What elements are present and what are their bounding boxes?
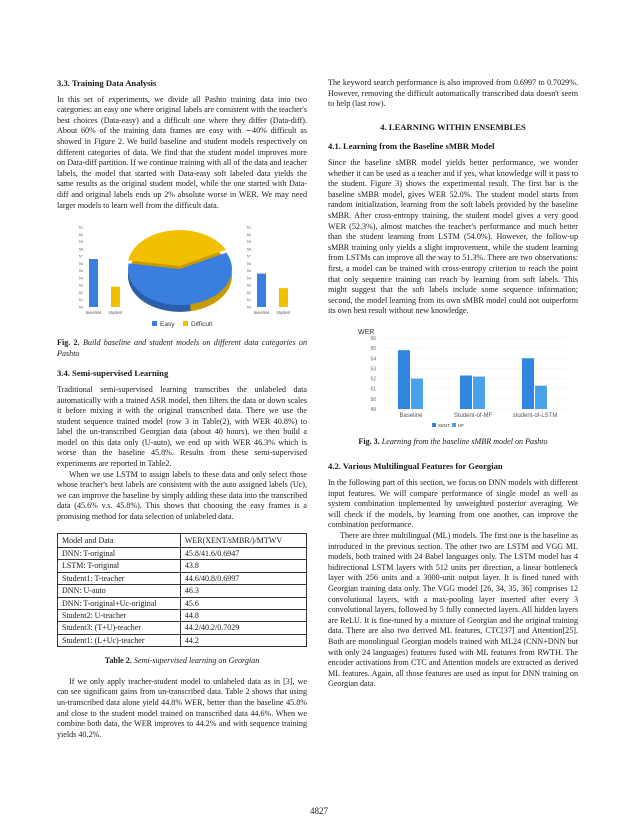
table-2	[57, 533, 307, 648]
fig3-xlabel: Student-of-MF	[453, 412, 493, 419]
section-3-4-paragraph-3: If we only apply teacher-student model to unlabeled data as in [3], we can see significant gains from un-transcribed data. Table 2 shows that using un-transcribed data alone yield 44.8% WER, better than the baseline 45.8% and close to the student model trained on transcribed data 44.6%. When we combine both data, the WER improves to 44.2% and with sequence training yields 40.2%.	[57, 676, 307, 739]
fig3-ytick: 51	[370, 386, 376, 393]
table-row	[58, 560, 307, 572]
table-2-header-wer: WER(XENT/sMBR/)/MTWV	[180, 533, 306, 547]
legend-difficult-swatch	[183, 321, 188, 326]
section-3-4-paragraph-1: Traditional semi-supervised learning transcribes the unlabeled data automatically with a trained ASR model, then filters the data or down scales it before mixing it with the original transcribed data. There we use the student sequence trained model (row 3 in Table(2), with WER 40.8%) to label the un-transcribed Georgian data (about 40 hours), we then build a model on this data only (U-auto), we end up with WER 46.3% which is worse than the baseline 45.8%. Results from these semi-supervised experiments are reported in Table2.	[57, 384, 307, 469]
fig3-bars	[398, 350, 557, 419]
table-row	[58, 597, 307, 609]
fig2-left-ytick: 59	[78, 240, 83, 245]
table-cell: 44.2/40.2/0.7029	[180, 622, 306, 634]
fig2-left-ytick: 61	[78, 225, 83, 230]
fig3-ytick: 54	[370, 356, 376, 363]
table-cell: Student1: (L+Uc)-teacher	[58, 634, 181, 646]
fig2-right-ytick: 54	[246, 276, 251, 281]
figure-3-label: Fig. 3.	[358, 436, 380, 446]
section-3-3-paragraph: In this set of experiments, we divide all Pashto training data into two categories: an easy one where original labels are consistent with the teacher's best choices (Data-easy) and a difficult one where they differ (Data-diff). About 60% of the training data frames are easy with ∼40% difficult as showed in Figure 2. We build baseline and student models respectively on different categories of data. We find that the student model improves more on Data-diff partition. If we continue training with all of the data and teacher labels, the model that started with Data-easy soft labeled data yields the same results as the original student model, while the one started with Data-diff and original labels ends up 2% absolute worse in WER. We may need larger models to learn well from the difficult data.	[57, 94, 307, 210]
table-2-label: Table 2.	[104, 656, 132, 666]
table-cell: DNN: U-auto	[58, 585, 181, 597]
legend-xent-swatch	[432, 423, 436, 427]
fig3-ytick: 50	[370, 396, 376, 403]
table-cell: Student1: T-teacher	[58, 572, 181, 584]
table-cell: Student3: (T+U)-teacher	[58, 622, 181, 634]
figure-2	[57, 219, 307, 334]
fig2-left-ytick: 60	[78, 232, 83, 237]
table-cell: 44.8	[180, 610, 306, 622]
fig2-left-ytick: 57	[78, 254, 83, 259]
fig3-bar-xent	[522, 358, 534, 409]
fig2-right-ytick: 53	[246, 283, 251, 288]
table-cell: 44.6/40.8/0.6997	[180, 572, 306, 584]
fig2-right-ytick: 51	[246, 298, 251, 303]
fig3-title: WER	[358, 328, 375, 336]
fig2-left-ytick: 56	[78, 261, 83, 266]
section-4-1-paragraph: Since the baseline sMBR model yields better performance, we wonder whether it can be used as a teacher and if yes, what knowledge will it pass to the student. Figure 3) shows the experimental result. The first bar is the baseline sMBR model, gives WER 52.0%. The student model starts from random initialization, learning from the soft labels provided by the baseline sMBR. After cross-entropy training, the student model gives a very good WER (52.3%), almost matches the teacher's performance and much better than the student learning from LSTM (54.0%). However, the follow-up sMBR training only yields a slight improvement, while the student learning from LSTMs can improve all the way to 51.3%. There are two observations: first, a model can be trained with cross-entropy criterion to reach the point that only sequence training can reach by learning from soft labels. This might suggest that the soft labels include some sequence information; second, the model learning from its own sMBR model could not outperform its own best result without new knowledge.	[328, 157, 578, 316]
legend-xent-label: XENT	[438, 422, 451, 428]
fig2-left-ytick: 55	[78, 269, 83, 274]
left-column	[57, 78, 307, 740]
table-2-header-model: Model and Data	[58, 533, 181, 547]
table-row	[58, 622, 307, 634]
fig2-right-ytick: 59	[246, 240, 251, 245]
legend-hf-swatch	[452, 423, 456, 427]
fig3-bar-xent	[460, 375, 472, 408]
fig2-pie	[128, 230, 232, 312]
fig3-bar-hf	[535, 386, 547, 409]
section-3-4-title: 3.4. Semi-supervised Learning	[57, 368, 169, 379]
figure-3-caption-text: Learning from the baseline sMBR model on Pashto	[381, 436, 548, 446]
table-cell: Student2: U-teacher	[58, 610, 181, 622]
fig2-right-ytick: 52	[246, 291, 251, 296]
fig2-left-bar-baseline	[89, 259, 98, 307]
fig2-left-xlabel: baseline	[85, 310, 102, 316]
table-cell: LSTM: T-original	[58, 560, 181, 572]
fig2-left-ytick: 53	[78, 283, 83, 288]
table-cell: DNN: T-original	[58, 548, 181, 560]
fig2-left-ytick: 51	[78, 298, 83, 303]
table-2-caption-text: Semi-supervised learning on Georgian	[133, 656, 260, 666]
section-4-title: 4. LEARNING WITHIN ENSEMBLES	[380, 121, 526, 132]
legend-hf-label: HF	[458, 422, 464, 428]
right-intro-paragraph: The keyword search performance is also improved from 0.6997 to 0.7029%. However, removing the difficult automatically transcribed data doesn't seem to help (last row).	[328, 78, 578, 109]
fig2-left-ytick: 58	[78, 247, 83, 252]
figure-3	[328, 325, 578, 433]
fig2-left-ytick: 52	[78, 291, 83, 296]
fig2-right-bar-baseline	[257, 274, 266, 307]
fig2-left-ytick: 50	[78, 305, 83, 310]
fig3-legend	[432, 423, 464, 428]
figure-3-caption	[328, 437, 578, 448]
fig2-left-ytick: 54	[78, 276, 83, 281]
figure-2-caption	[57, 338, 307, 359]
fig2-left-bar-student	[111, 287, 120, 307]
fig2-legend	[152, 321, 212, 328]
fig3-bar-hf	[411, 378, 423, 408]
fig3-xlabel: student-of-LSTM	[512, 412, 558, 419]
table-2-caption	[57, 656, 307, 667]
legend-easy-swatch	[152, 321, 157, 326]
table-cell: 46.3	[180, 585, 306, 597]
fig2-right-bars	[247, 226, 291, 316]
figure-2-label: Fig. 2.	[57, 338, 80, 348]
figure-3-chart	[328, 325, 578, 433]
table-row	[58, 610, 307, 622]
fig2-right-ytick: 60	[246, 232, 251, 237]
section-4-2-paragraph-2: There are three multilingual (ML) models. The first one is the baseline as introduced in the previous section. The other two are LSTM and VGG ML models, both trained with 24 Babel languages only. The LSTM model has 4 bidirectional LSTM layers with 512 units per direction, a linear bottleneck layer with 256 units and a 3000-unit output layer. It is fined tuned with Georgian training data only. The VGG model [26, 34, 35, 36] comprises 12 convolutional layers, with a max-pooling layer inserted after every 3 convolutional layers, followed by 5 fully connected layers. All hidden layers are ReLU. It is fine-tuned by a mixture of Georgian and the original training data. There are also two derived ML features, CTC[37] and Attention[25]. Both are monolingual Georgian models trained with ML24 (CNN+DNN but with only 24 languages) features fused with ML features from RWTH. The encoder activations from CTC and Attention models are extracted as derived ML features. Again, all those features are used as input for DNN training on Georgian data.	[328, 531, 578, 689]
table-2-header-row	[58, 533, 307, 547]
legend-difficult-label: Difficult	[191, 321, 213, 329]
section-4-1-title: 4.1. Learning from the Baseline sMBR Model	[328, 141, 495, 152]
fig3-ytick: 52	[370, 376, 376, 383]
section-3-4-paragraph-2: When we use LSTM to assign labels to these data and only select those whose teacher's best labels are consistent with the auto assigned labels (Uc), we can improve the baseline by simply adding these data into the transcribed data (45.6% v.s. 45.8%). This shows that choosing the easy frames is a promising method for data selection of unlabeled data.	[57, 469, 307, 522]
table-cell: 45.6	[180, 597, 306, 609]
fig3-bar-hf	[473, 376, 485, 408]
right-column	[328, 78, 578, 690]
table-cell: DNN: T-original+Uc-original	[58, 597, 181, 609]
page-number: 4827	[310, 806, 328, 816]
figure-2-caption-text: Build baseline and student models on different data categories on Pashto	[57, 338, 308, 358]
fig3-ytick: 53	[370, 366, 376, 373]
table-row	[58, 634, 307, 646]
fig2-right-xlabel: baseline	[253, 310, 270, 316]
fig2-left-bars	[79, 226, 123, 316]
fig3-bar-xent	[398, 350, 410, 409]
section-4-2-title: 4.2. Various Multilingual Features for Georgian	[328, 461, 503, 472]
fig3-ytick: 56	[370, 335, 376, 342]
figure-2-chart	[57, 219, 307, 334]
fig2-right-bar-student	[279, 288, 288, 307]
fig2-right-ytick: 58	[246, 247, 251, 252]
section-3-3-title: 3.3. Training Data Analysis	[57, 78, 157, 88]
fig2-right-ytick: 56	[246, 261, 251, 266]
fig2-right-ytick: 50	[246, 305, 251, 310]
table-cell: 43.8	[180, 560, 306, 572]
fig3-ytick: 49	[370, 406, 376, 413]
fig2-right-ytick: 61	[246, 225, 251, 230]
legend-easy-label: Easy	[160, 321, 175, 329]
fig2-right-ytick: 55	[246, 269, 251, 274]
table-row	[58, 548, 307, 560]
section-4-2-paragraph-1: In the following part of this section, we focus on DNN models with different input features. We will compare performance of single model as well as system combination implemented by unweighted posterior averaging. We will check if the models, by learning from one another, can improve the combination performance.	[328, 478, 578, 530]
table-row	[58, 585, 307, 597]
table-row	[58, 572, 307, 584]
fig2-right-xlabel: student	[276, 310, 291, 316]
fig3-xlabel: Baseline	[399, 412, 423, 419]
table-cell: 44.2	[180, 634, 306, 646]
table-cell: 45.8/41.6/0.6947	[180, 548, 306, 560]
fig3-ytick: 55	[370, 346, 376, 353]
fig2-left-xlabel: student	[108, 310, 123, 316]
fig2-right-ytick: 57	[246, 254, 251, 259]
